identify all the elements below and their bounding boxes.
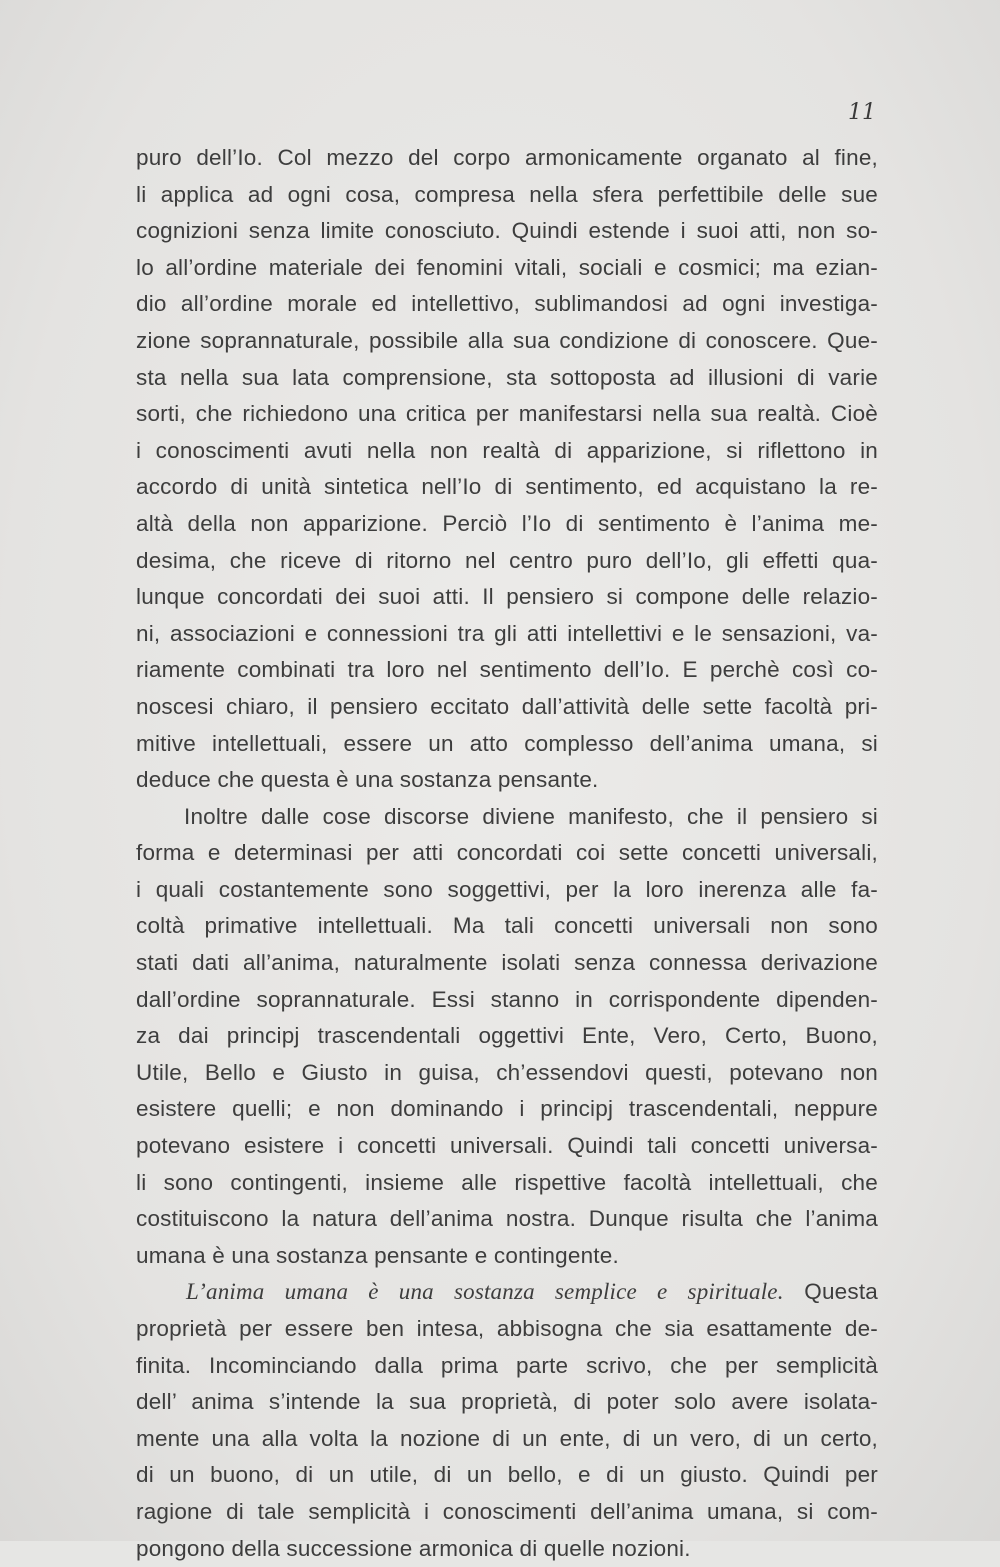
text-line: li sono contingenti, insieme alle rispettive facoltà intellettuali, che — [136, 1169, 878, 1195]
text-line: accordo di unità sintetica nell’Io di sentimento, ed acquistano la re- — [136, 474, 878, 500]
paragraph-end-line: umana è una sostanza pensante e contingente. — [136, 1242, 619, 1268]
text-line: mitive intellettuali, essere un atto complesso dell’anima umana, si — [136, 730, 878, 756]
text-line: dio all’ordine morale ed intellettivo, sublimandosi ad ogni investiga- — [136, 291, 878, 317]
text-line: ragione di tale semplicità i conoscimenti dell’anima umana, si com- — [136, 1498, 878, 1524]
paragraph-start-line: Inoltre dalle cose discorse diviene manifesto, che il pensiero si — [184, 803, 878, 829]
text-line: finita. Incominciando dalla prima parte scrivo, che per semplicità — [136, 1352, 878, 1378]
text-line: esistere quelli; e non dominando i principj trascendentali, neppure — [136, 1096, 878, 1122]
text-line: i conoscimenti avuti nella non realtà di apparizione, si riflettono in — [136, 437, 878, 463]
text-line: stati dati all’anima, naturalmente isolati senza connessa derivazione — [136, 950, 878, 976]
paragraph-end-line: deduce che questa è una sostanza pensante. — [136, 767, 599, 793]
text-line: sorti, che richiedono una critica per manifestarsi nella sua realtà. Cioè — [136, 401, 878, 427]
text-line: riamente combinati tra loro nel sentimento dell’Io. E perchè così co- — [136, 657, 878, 683]
text-line: i quali costantemente sono soggettivi, per la loro inerenza alle fa- — [136, 876, 878, 902]
text-line: costituiscono la natura dell’anima nostra. Dunque risulta che l’anima — [136, 1206, 878, 1232]
text-line: desima, che riceve di ritorno nel centro puro dell’Io, gli effetti qua- — [136, 547, 878, 573]
text-line: mente una alla volta la nozione di un ente, di un vero, di un certo, — [136, 1425, 878, 1451]
paragraph-end-line: pongono della successione armonica di quelle nozioni. — [136, 1535, 691, 1561]
text-line: dall’ordine soprannaturale. Essi stanno in corrispondente dipenden- — [136, 986, 878, 1012]
italic-heading-line — [136, 1274, 878, 1311]
page-number: 11 — [848, 100, 876, 125]
italic-heading-continuation: Questa — [804, 1279, 879, 1305]
italic-heading: L’anima umana è una sostanza semplice e spirituale. — [186, 1279, 784, 1305]
text-line: lunque concordati dei suoi atti. Il pensiero si compone delle relazio- — [136, 584, 878, 610]
text-line: di un buono, di un utile, di un bello, e di un giusto. Quindi per — [136, 1462, 878, 1488]
text-line: cognizioni senza limite conosciuto. Quindi estende i suoi atti, non so- — [136, 218, 878, 244]
body-text — [136, 140, 878, 1567]
text-line: puro dell’Io. Col mezzo del corpo armonicamente organato al fine, — [136, 145, 878, 170]
text-line: za dai principj trascendentali oggettivi Ente, Vero, Certo, Buono, — [136, 1023, 878, 1049]
text-line: coltà primative intellettuali. Ma tali concetti universali non sono — [136, 913, 878, 939]
text-line: sta nella sua lata comprensione, sta sottoposta ad illusioni di varie — [136, 364, 878, 390]
text-line: altà della non apparizione. Perciò l’Io di sentimento è l’anima me- — [136, 510, 878, 536]
text-line: ni, associazioni e connessioni tra gli atti intellettivi e le sensazioni, va- — [136, 620, 878, 646]
text-line: li applica ad ogni cosa, compresa nella sfera perfettibile delle sue — [136, 181, 878, 207]
text-line: zione soprannaturale, possibile alla sua condizione di conoscere. Que- — [136, 327, 878, 353]
text-line: lo all’ordine materiale dei fenomini vitali, sociali e cosmici; ma ezian- — [136, 254, 878, 280]
text-line: potevano esistere i concetti universali. Quindi tali concetti universa- — [136, 1133, 878, 1159]
text-line: dell’ anima s’intende la sua proprietà, di poter solo avere isolata- — [136, 1389, 878, 1415]
text-line: proprietà per essere ben intesa, abbisogna che sia esattamente de- — [136, 1316, 878, 1341]
text-line: forma e determinasi per atti concordati coi sette concetti universali, — [136, 840, 878, 866]
text-line: noscesi chiaro, il pensiero eccitato dall’attività delle sette facoltà pri- — [136, 693, 878, 719]
text-line: Utile, Bello e Giusto in guisa, ch’essendovi questi, potevano non — [136, 1059, 878, 1085]
